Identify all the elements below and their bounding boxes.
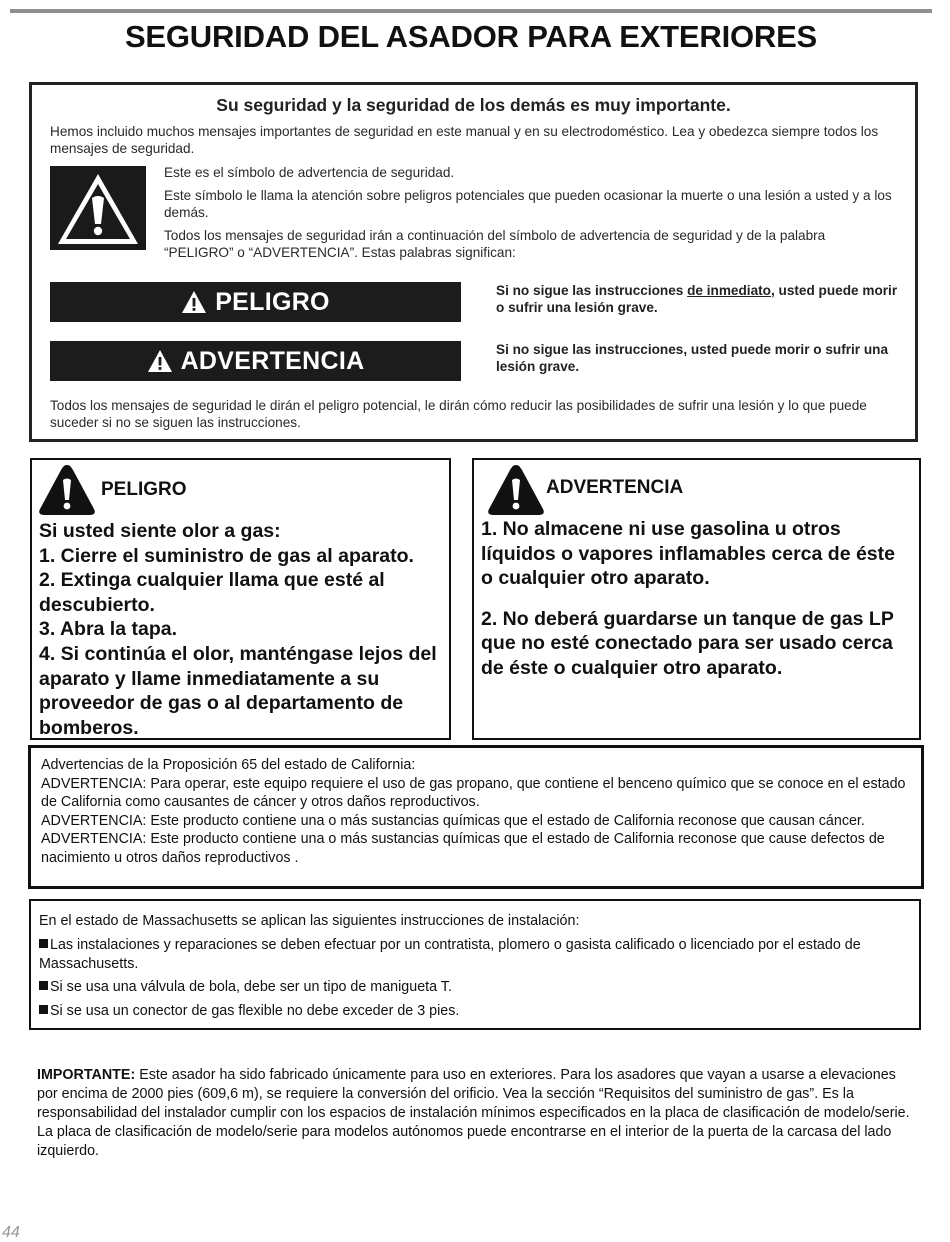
warning-box-body bbox=[481, 517, 906, 681]
safety-alert-symbol-icon bbox=[50, 166, 146, 250]
important-text: Este asador ha sido fabricado únicamente para uso en exteriores. Para los asadores que vayan a usarse a elevaciones por encima de 2000 pies (609,6 m), se requiere la conversión del orificio. Vea la sección “Requisitos del suministro de gas”. Es la responsabilidad del instalador cumplir con los espacios de instalación mínimos especificados en la placa de clasificación de modelo/serie. La placa de clasificación de modelo/serie para modelos autónomos puede encontrarse en el interior de la puerta de la carcasa del lado izquierdo. bbox=[37, 1067, 910, 1159]
intro-text: Hemos incluido muchos mensajes importantes de seguridad en este manual y en su electrodoméstico. Lea y obedezca siempre todos los mensajes de seguridad. bbox=[50, 124, 879, 156]
danger-signal-description bbox=[496, 282, 906, 316]
square-bullet-icon bbox=[39, 981, 48, 990]
danger-line: 1. Cierre el suministro de gas al aparato. bbox=[39, 544, 414, 567]
massachusetts-instructions-box bbox=[29, 899, 921, 1030]
danger-gas-odor-box bbox=[30, 458, 451, 740]
alert-triangle-icon bbox=[38, 464, 96, 516]
page-title: SEGURIDAD DEL ASADOR PARA EXTERIORES bbox=[124, 19, 818, 54]
prop65-warning-box bbox=[28, 745, 924, 889]
danger-line: 3. Abra la tapa. bbox=[39, 618, 177, 641]
warning-flammables-box bbox=[472, 458, 921, 740]
warning-signal-label: ADVERTENCIA bbox=[180, 346, 365, 375]
danger-line: 2. Extinga cualquier llama que esté al descubierto. bbox=[39, 569, 385, 616]
danger-desc-underlined: de inmediato bbox=[687, 283, 771, 298]
safety-intro-box bbox=[29, 82, 918, 442]
alert-triangle-icon bbox=[147, 349, 173, 373]
danger-signal-label: PELIGRO bbox=[215, 287, 330, 316]
prop65-text bbox=[41, 756, 911, 868]
alert-triangle-icon bbox=[487, 464, 545, 516]
prop65-heading: Advertencias de la Proposición 65 del estado de California: bbox=[41, 757, 416, 773]
prop65-warning: ADVERTENCIA: Este producto contiene una o más sustancias químicas que el estado de California reconose que causan cáncer. bbox=[41, 812, 865, 829]
danger-desc-pre: Si no sigue las instrucciones bbox=[496, 283, 688, 298]
square-bullet-icon bbox=[39, 1005, 48, 1014]
danger-box-body bbox=[39, 519, 449, 740]
alert-triangle-icon bbox=[181, 290, 207, 314]
important-label: IMPORTANTE: bbox=[37, 1067, 136, 1083]
warning-item: 2. No deberá guardarse un tanque de gas LP que no esté conectado para ser usado cerca de éste o cualquier otro aparato. bbox=[481, 607, 894, 679]
warning-box-title: ADVERTENCIA bbox=[546, 477, 684, 498]
prop65-warning: ADVERTENCIA: Este producto contiene una o más sustancias químicas que el estado de California reconose que cause defectos de nacimiento u otros daños reproductivos . bbox=[41, 831, 885, 866]
warning-item: 1. No almacene ni use gasolina u otros líquidos o vapores inflamables cerca de éste o cualquier otro aparato. bbox=[481, 518, 895, 590]
symbol-line-1: Este es el símbolo de advertencia de seguridad. bbox=[164, 165, 455, 180]
danger-box-title: PELIGRO bbox=[101, 479, 187, 500]
massachusetts-bullet: Las instalaciones y reparaciones se deben efectuar por un contratista, plomero o gasista calificado o licenciado por el estado de Massachusetts. bbox=[39, 937, 861, 972]
intro-heading: Su seguridad y la seguridad de los demás es muy importante. bbox=[216, 95, 731, 115]
massachusetts-bullet: Si se usa un conector de gas flexible no debe exceder de 3 pies. bbox=[39, 1002, 909, 1021]
important-note bbox=[37, 1066, 913, 1161]
square-bullet-icon bbox=[39, 939, 48, 948]
page-number: 44 bbox=[2, 1224, 20, 1241]
massachusetts-heading: En el estado de Massachusetts se aplican las siguientes instrucciones de instalación: bbox=[39, 913, 580, 929]
intro-footer: Todos los mensajes de seguridad le dirán el peligro potencial, le dirán cómo reducir las posibilidades de sufrir una lesión y lo que puede suceder si no se siguen las instrucciones. bbox=[50, 398, 867, 430]
top-rule bbox=[10, 9, 932, 13]
danger-line: Si usted siente olor a gas: bbox=[39, 520, 281, 542]
danger-desc-post: , usted puede morir o sufrir una lesión grave. bbox=[496, 283, 898, 315]
warning-signal-bar bbox=[50, 341, 461, 381]
symbol-line-3: Todos los mensajes de seguridad irán a continuación del símbolo de advertencia de seguridad y de la palabra “PELIGRO” o “ADVERTENCIA”. Estas palabras significan: bbox=[164, 228, 826, 260]
danger-line: 4. Si continúa el olor, manténgase lejos del aparato y llame inmediatamente a su proveedor de gas o al departamento de bomberos. bbox=[39, 642, 437, 739]
danger-signal-bar bbox=[50, 282, 461, 322]
massachusetts-bullet: Si se usa una válvula de bola, debe ser un tipo de manigueta T. bbox=[39, 978, 909, 997]
warning-signal-description: Si no sigue las instrucciones, usted puede morir o sufrir una lesión grave. bbox=[496, 342, 889, 374]
prop65-warning: ADVERTENCIA: Para operar, este equipo requiere el uso de gas propano, que contiene el benceno químico que se conoce en el estado de California como causantes de cáncer y otros daños reproductivos. bbox=[41, 775, 906, 811]
symbol-line-2: Este símbolo le llama la atención sobre peligros potenciales que pueden ocasionar la muerte o una lesión a usted y a los demás. bbox=[164, 188, 892, 220]
